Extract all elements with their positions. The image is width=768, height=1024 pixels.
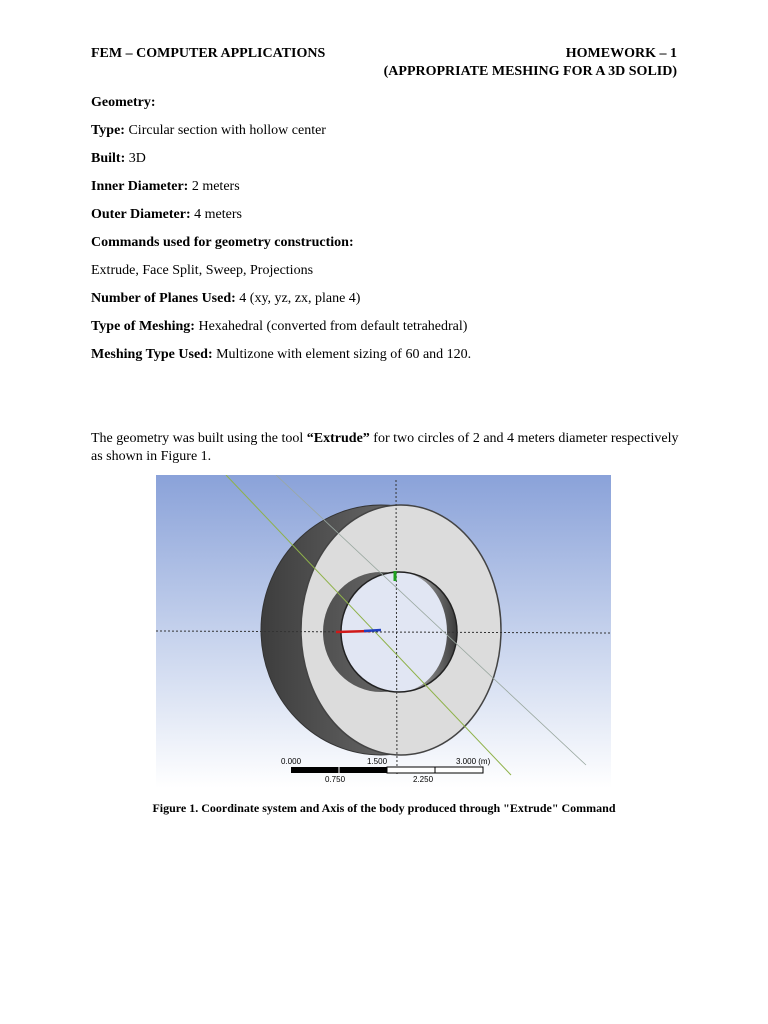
header-homework-number: HOMEWORK – 1 — [565, 46, 677, 61]
field-inner-diameter: Inner Diameter: 2 meters — [91, 179, 240, 194]
field-type: Type: Circular section with hollow center — [91, 123, 326, 138]
figure-caption: Figure 1. Coordinate system and Axis of the body produced through "Extrude" Command — [152, 801, 616, 815]
section-title: Geometry: — [91, 95, 156, 110]
scale-label-2250: 2.250 — [413, 775, 434, 784]
field-commands-heading: Commands used for geometry construction: — [91, 235, 354, 250]
scale-label-0750: 0.750 — [325, 775, 346, 784]
body-paragraph: The geometry was built using the tool “Extrude” for two circles of 2 and 4 meters diameter respectively as shown in Figure 1. — [91, 431, 679, 464]
triad-z-arrow — [364, 630, 381, 631]
field-number-of-planes: Number of Planes Used: 4 (xy, yz, zx, plane 4) — [91, 291, 361, 306]
field-built: Built: 3D — [91, 151, 146, 166]
extruded-ring-render — [156, 475, 611, 788]
figure-extrude-render — [156, 475, 611, 788]
field-outer-diameter: Outer Diameter: 4 meters — [91, 207, 242, 222]
header-course-title: FEM – COMPUTER APPLICATIONS — [91, 46, 326, 61]
scale-label-1500: 1.500 — [367, 757, 388, 766]
scale-label-0: 0.000 — [281, 757, 302, 766]
field-type-of-meshing: Type of Meshing: Hexahedral (converted from default tetrahedral) — [91, 319, 468, 334]
field-meshing-type-used: Meshing Type Used: Multizone with element sizing of 60 and 120. — [91, 347, 472, 362]
field-commands-list: Extrude, Face Split, Sweep, Projections — [91, 263, 314, 278]
scale-label-3000: 3.000 (m) — [456, 757, 491, 766]
header-homework-subtitle: (APPROPRIATE MESHING FOR A 3D SOLID) — [383, 64, 677, 79]
